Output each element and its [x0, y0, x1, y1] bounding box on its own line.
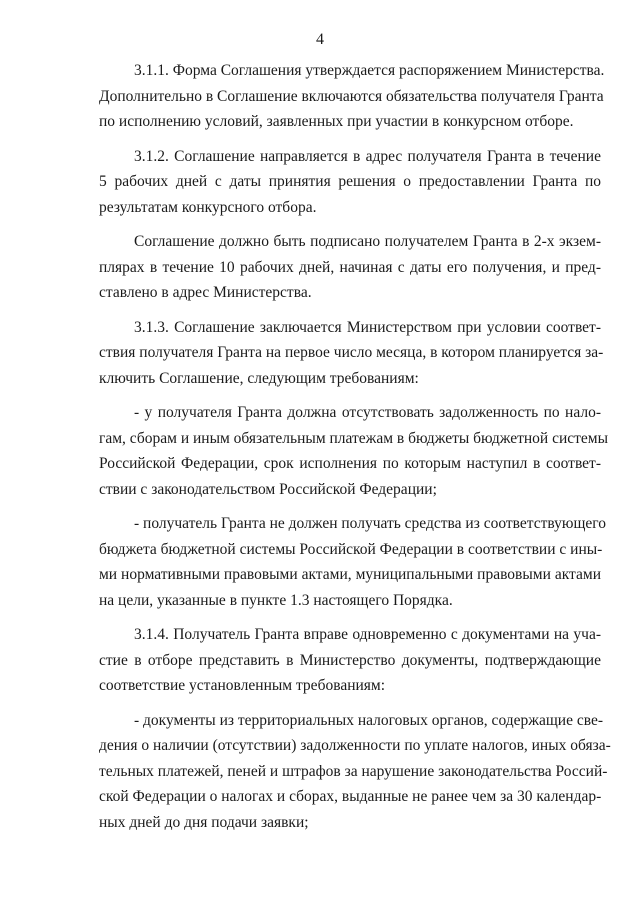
text-line: по исполнению условий, заявленных при участии в конкурсном отборе.: [99, 113, 574, 130]
text-line: ми нормативными правовыми актами, муниципальными правовыми актами: [99, 566, 601, 583]
text-line: Соглашение должно быть подписано получателем Гранта в 2-х экзем-: [134, 233, 601, 250]
list-item-tax-documents: [99, 708, 611, 836]
text-line: дения о наличии (отсутствии) задолженности по уплате налогов, иных обяза-: [99, 737, 611, 754]
text-line: соответствие установленным требованиям:: [99, 677, 386, 694]
text-line: ствия получателя Гранта на первое число месяца, в котором планируется за-: [99, 344, 604, 361]
document-body: [99, 58, 611, 844]
text-line: - у получателя Гранта должна отсутствовать задолженность по нало-: [134, 404, 601, 421]
paragraph-3-1-2: [99, 144, 601, 221]
text-line: результатам конкурсного отбора.: [99, 198, 317, 216]
text-line: ствии с законодательством Российской Федерации;: [99, 480, 437, 498]
text-line: на цели, указанные в пункте 1.3 настоящего Порядка.: [99, 591, 453, 609]
text-line: - получатель Гранта не должен получать средства из соответствующего: [134, 515, 607, 532]
text-line: 3.1.2. Соглашение направляется в адрес получателя Гранта в течение: [134, 147, 601, 165]
text-line: стие в отборе представить в Министерство документы, подтверждающие: [99, 651, 601, 669]
text-line: тельных платежей, пеней и штрафов за нарушение законодательства Россий-: [99, 762, 608, 780]
paragraph-3-1-4: [99, 622, 601, 699]
paragraph-signing: [99, 229, 601, 306]
text-line: Дополнительно в Соглашение включаются обязательства получателя Гранта: [99, 87, 604, 105]
text-line: ской Федерации о налогах и сборах, выданные не ранее чем за 30 календар-: [99, 788, 602, 805]
text-line: Российской Федерации, срок исполнения по которым наступил в соответ-: [99, 455, 601, 472]
list-item-no-funds: [99, 511, 607, 613]
paragraph-3-1-3: [99, 315, 604, 392]
text-line: ных дней до дня подачи заявки;: [99, 813, 309, 831]
list-item-no-debt: [99, 400, 609, 502]
paragraph-3-1-1: [99, 58, 605, 135]
text-line: бюджета бюджетной системы Российской Федерации в соответствии с ины-: [99, 540, 603, 558]
text-line: ключить Соглашение, следующим требованиям:: [99, 369, 419, 387]
text-line: 3.1.1. Форма Соглашения утверждается распоряжением Министерства.: [134, 62, 605, 79]
text-line: 3.1.4. Получатель Гранта вправе одновременно с документами на уча-: [134, 626, 601, 643]
text-line: 5 рабочих дней с даты принятия решения о предоставлении Гранта по: [99, 173, 601, 190]
text-line: - документы из территориальных налоговых органов, содержащие све-: [134, 711, 603, 729]
text-line: 3.1.3. Соглашение заключается Министерством при условии соответ-: [134, 318, 601, 336]
text-line: плярах в течение 10 рабочих дней, начиная с даты его получения, и пред-: [99, 258, 601, 276]
text-line: гам, сборам и иным обязательным платежам в бюджеты бюджетной системы: [99, 429, 609, 447]
page-number: 4: [316, 31, 324, 48]
text-line: ставлено в адрес Министерства.: [99, 284, 312, 301]
